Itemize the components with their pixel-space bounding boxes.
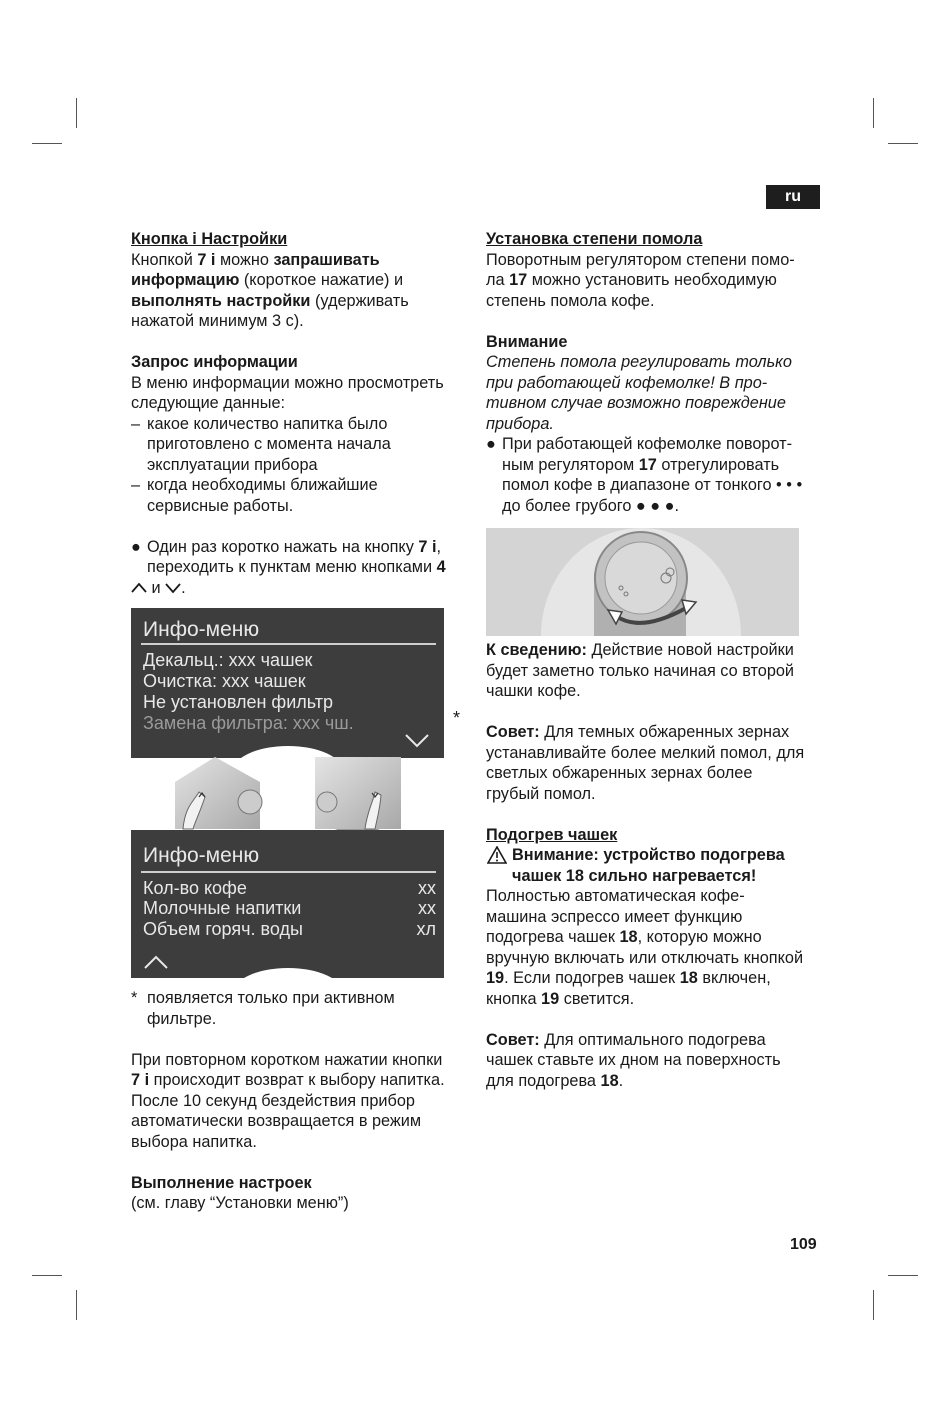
section-title-attention: Внимание: [486, 332, 568, 351]
grind-dial-illustration: [486, 528, 799, 636]
paragraph-line: светлых обжаренных зернах более: [486, 764, 753, 782]
paragraph-line: Поворотным регулятором степени помо-: [486, 250, 795, 269]
paragraph-line: степень помола кофе.: [486, 291, 655, 310]
menu-row-descale: Декальц.: xxx чашек: [143, 650, 313, 670]
list-item: – какое количество напитка было приготовлено с момента начала эксплуатации прибора: [131, 414, 391, 474]
paragraph-line: нажатой минимум 3 с).: [131, 312, 304, 330]
paragraph-line: 19. Если подогрев чашек 18 включен,: [486, 969, 771, 987]
screen-title: Инфо-меню: [143, 844, 260, 867]
paragraph-line: чашки кофе.: [486, 682, 581, 700]
language-tab: ru: [766, 185, 820, 209]
bullet-item: ● Один раз коротко нажать на кнопку 7 i, переходить к пунктам меню кнопками 4 и .: [131, 537, 446, 597]
menu-row-filter-change: Замена фильтра: xxx чш.: [143, 713, 354, 733]
paragraph-line: выбора напитка.: [131, 1132, 257, 1151]
section-title-settings-button: Кнопка i Настройки: [131, 230, 288, 248]
menu-row-filter-status: Не установлен фильтр: [143, 692, 334, 712]
section-title-grind: Установка степени помола: [486, 230, 703, 248]
paragraph-line: следующие данные:: [131, 394, 286, 412]
warning-triangle-icon: [487, 846, 507, 864]
menu-row-milk-drinks: Молочные напитки xx: [143, 898, 436, 918]
paragraph-line: кнопка 19 светится.: [486, 989, 635, 1008]
warning-line: Внимание: устройство подогрева: [486, 845, 831, 866]
warning-line: Степень помола регулировать только: [486, 353, 792, 371]
paragraph-line: В меню информации можно просмотреть: [131, 373, 444, 392]
chevron-down-icon: [165, 582, 181, 594]
divider: [141, 871, 436, 873]
menu-row-hot-water: Объем горяч. воды хл: [143, 919, 436, 939]
warning-line: при работающей кофемолке! В про-: [486, 373, 768, 392]
paragraph-line: Полностью автоматическая кофе-: [486, 887, 745, 905]
crop-mark: [888, 1275, 918, 1276]
paragraph-line: будет заметно только начиная со второй: [486, 661, 795, 680]
crop-mark: [873, 1290, 874, 1320]
paragraph-line: К сведению: Действие новой настройки: [486, 641, 794, 659]
warning-line: чашек 18 сильно нагревается!: [512, 866, 757, 885]
crop-mark: [32, 1275, 62, 1276]
paragraph-line: вручную включать или отключать кнопкой: [486, 948, 804, 967]
paragraph-line: для подогрева 18.: [486, 1071, 624, 1090]
section-title-info-request: Запрос информации: [131, 353, 298, 371]
paragraph-line: 7 i происходит возврат к выбору напитка.: [131, 1071, 445, 1089]
chevron-up-icon: [131, 582, 147, 594]
paragraph-line: (см. главу “Установки меню”): [131, 1194, 349, 1212]
crop-mark: [76, 1290, 77, 1320]
chevron-up-icon: [143, 954, 169, 970]
warning-line: прибора.: [486, 414, 554, 433]
section-title-settings: Выполнение настроек: [131, 1173, 312, 1192]
footnote-asterisk: *: [453, 708, 461, 728]
paragraph-line: Кнопкой 7 i можно запрашивать: [131, 250, 380, 269]
paragraph-line: машина эспрессо имеет функцию: [486, 907, 743, 926]
right-column-top: [486, 229, 826, 516]
paragraph-line: грубый помол.: [486, 784, 596, 803]
paragraph-line: После 10 секунд бездействия прибор: [131, 1091, 415, 1110]
right-column-bottom: [486, 640, 831, 1091]
info-menu-screen-2: [131, 830, 444, 978]
crop-mark: [76, 98, 77, 128]
paragraph-line: При повторном коротком нажатии кнопки: [131, 1050, 443, 1069]
crop-mark: [888, 143, 918, 144]
paragraph-line: чашек ставьте их дном на поверхность: [486, 1051, 781, 1069]
paragraph-line: Совет: Для темных обжаренных зернах: [486, 723, 790, 741]
paragraph-line: Совет: Для оптимального подогрева: [486, 1030, 766, 1049]
paragraph-line: подогрева чашек 18, которую можно: [486, 928, 762, 946]
warning-line: тивном случае возможно повреждение: [486, 394, 786, 412]
paragraph-line: устанавливайте более мелкий помол, для: [486, 743, 805, 762]
paragraph-line: ла 17 можно установить необходимую: [486, 271, 777, 289]
list-item: – когда необходимы ближайшие сервисные работы.: [131, 476, 378, 515]
button-press-illustration: [175, 757, 405, 839]
paragraph-line: выполнять настройки (удерживать: [131, 291, 409, 310]
menu-row-cleaning: Очистка: xxx чашек: [143, 671, 306, 691]
bullet-item: ● При работающей кофемолке поворот- ным регулятором 17 отрегулировать помол кофе в диапазоне от тонкого • • • до более грубого ● ● ●.: [486, 435, 803, 515]
divider: [141, 643, 436, 645]
paragraph-line: информацию (короткое нажатие) и: [131, 271, 404, 289]
paragraph-line: автоматически возвращается в режим: [131, 1112, 422, 1130]
left-column-top: [131, 229, 471, 598]
chevron-down-icon: [404, 733, 430, 749]
page-number: 109: [790, 1236, 817, 1253]
crop-mark: [32, 143, 62, 144]
footnote: * появляется только при активном фильтре.: [131, 989, 395, 1028]
crop-mark: [873, 98, 874, 128]
screen-title: Инфо-меню: [143, 618, 260, 641]
left-column-bottom: [131, 988, 471, 1214]
info-menu-screen-1: [131, 608, 444, 758]
section-title-cup-warmer: Подогрев чашек: [486, 825, 618, 844]
menu-row-coffee-count: Кол-во кофе xx: [143, 878, 436, 898]
